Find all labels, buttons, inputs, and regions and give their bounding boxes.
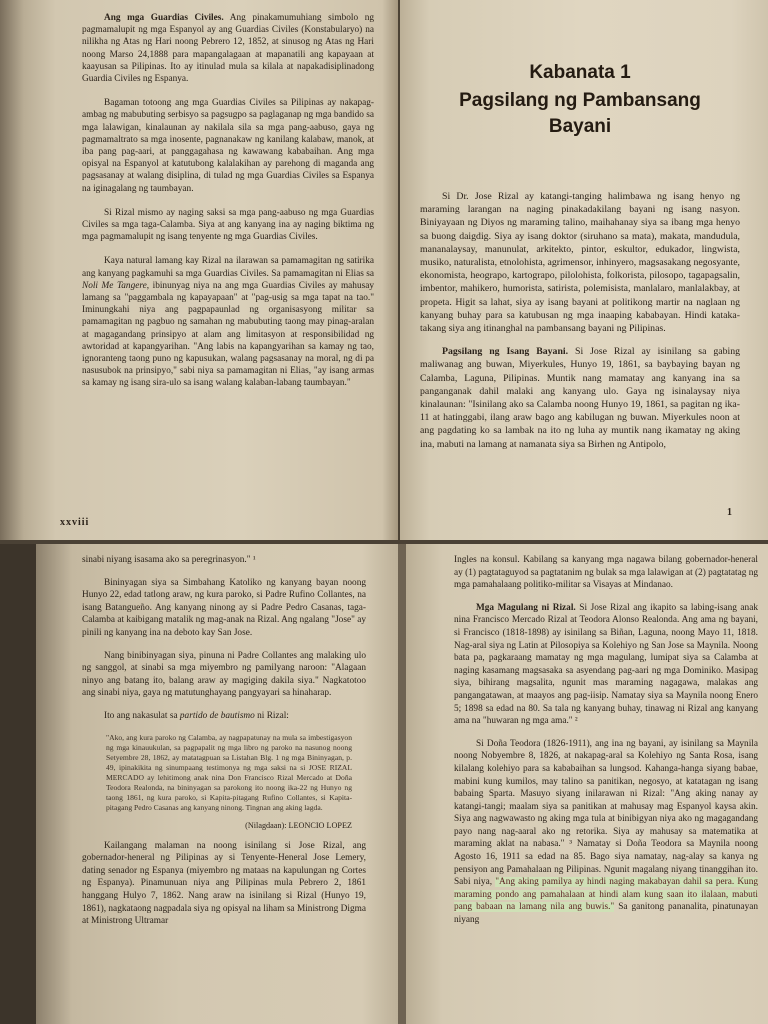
chapter-title: Pagsilang ng Pambansang Bayani (459, 90, 701, 137)
bottom-spine (398, 544, 406, 1024)
paragraph: Si Rizal mismo ay naging saksi sa mga pang-aabuso ng mga Guardias Civiles sa mga taga-Calamba. Siya at ang kanyang ina ay naging biktima ng mga pagmamalupit ng isang tenyente ng mga Guardias Civiles. (82, 207, 374, 243)
run-in-heading: Pagsilang ng Isang Bayani. (442, 346, 569, 358)
paragraph: sinabi niyang isasama ako sa peregrinasyon." ¹ (82, 555, 256, 565)
page-number: xxviii (60, 517, 90, 528)
paragraph: Bagaman totoong ang mga Guardias Civiles sa Pilipinas ay nakapag-ambag ng mabubuting serbisyo sa pagsugpo sa paglaganap ng mga bandido sa mga lalawigan, kinalaunan ay nakilala sila sa mga pang-aabuso, gaya ng pagmamaltrato sa mga inosente, pagnanakaw ng kanilang kalabaw, manok, at iba pang pag-aari, at panggagahasa ng kawawang kababaihan. Ang mga opisyal na Espanyol at katutubong kalalakihan ay parehong di maganda ang pagsasanay at walang disiplina, di tulad ng mga Guardias Civiles sa Espanya na iginagalang ng taumbayan. (82, 98, 374, 194)
paragraph-text: Kaya natural lamang kay Rizal na ilarawan sa pamamagitan ng satirika ang kanyang pagkamuhi sa mga Guardias Civiles. Sa pamamagitan ni Elias sa (82, 256, 374, 279)
paragraph: Nang binibinyagan siya, pinuna ni Padre Collantes ang malaking ulo ng sanggol, at sinabi sa mga miyembro ng pamilyang naroon: "Alagaan ninyo ang batang ito, balang araw ay magiging dakila siya." Nagkatotoo ang sinabi niya, gaya ng matutunghayang pangyayari sa hinaharap. (82, 650, 366, 699)
document-title: partido de bautismo (179, 710, 255, 721)
run-in-heading: Ang mga Guardias Civiles. (104, 13, 224, 23)
page-top-left (0, 0, 398, 540)
paragraph: Kailangang malaman na noong isinilang si Jose Rizal, ang gobernador-heneral ng Pilipinas ay si Tenyente-Heneral Jose Lemery, dating senador ng Espanya (miyembro ng mataas na kapulungan ng Cortes ng Espanya). Pinamunuan niya ang Pilipinas mula Pebrero 2, 1861 hanggang Hulyo 7, 1862. Nang araw na isinilang si Rizal (Hunyo 19, 1861), nagkataong nagpadala siya ng opisyal na liham sa Ministrong Digma at Ministrong Ultramar (82, 840, 366, 927)
paragraph-text: Si Jose Rizal ay isinilang sa gabing maliwanag ang buwan, Miyerkules, Hunyo 19, 1861, sa baybaying bayan ng Calamba, Laguna, Pilipinas. Muntik nang mamatay ang kanyang ina sa panganganak dahil malaki ang kanyang ulo. Gaya ng isinalaysay niya kinalaunan: "Isinilang ako sa Calamba noong Hunyo 19, 1861, sa pagitan ng ika-11 at hatinggabi, ilang araw bago ang kabilugan ng buwan. Miyerkules noon at ang pagdating ko sa lambak na ito ng luha ay muntik nang ikamatay ng aking ina, mabuti na lamang at namanata siya sa Birhen ng Antipolo, (420, 346, 741, 450)
paragraph (82, 12, 374, 85)
paragraph (82, 710, 366, 723)
paragraph-text: Sa ganitong pananalita, pinatunayan niyang (454, 902, 758, 926)
page-bottom-left (36, 544, 398, 1024)
chapter-label: Kabanata 1 (529, 62, 631, 83)
paragraph: Si Dr. Jose Rizal ay katangi-tanging halimbawa ng isang henyo ng maraming larangan na naging pinakadakilang bayani ng isang nasyon. Biniyayaan ng Diyos ng maraming talino, maihahanay siya sa ibang mga henyo sa buong daigdig. Siya ay isang doktor (siruhano sa mata), makata, mandudula, mananalaysay, manunulat, arkitekto, pintor, eskultor, edukador, lingwista, musiko, naturalista, etnolohista, agrimensor, inhinyero, magsasakang negosyante, ekonomista, heograpo, kartograpo, pilolohista, folkorista, pilosopo, tagapagsalin, imbentor, mahikero, humorista, satirista, polemisista, manlalaro, manlalakbay, at propeta. Higit sa lahat, siya ay isang bayani at politikong martir na naglaan ng kanyang buhay para sa katubusan ng mga inaaping kababayan. Hindi kataka-takang siya ang itinanghal na pambansang bayani ng Pilipinas. (420, 191, 740, 335)
page-bottom-right (406, 544, 768, 1024)
paragraph: Bininyagan siya sa Simbahang Katoliko ng kanyang bayan noong Hunyo 22, edad tatlong araw, ng kura paroko, si Padre Rufino Collantes, na isang Batangueño. Ang kanyang ninong ay si Padre Pedro Casanas, taga-Calamba at kaibigang matalik ng mag-anak na Rizal. Ang ngalang "Jose" ay pinili ng kanyang ina na deboto kay San Jose. (82, 577, 366, 638)
page-number: 1 (727, 507, 732, 518)
paragraph-text: Ito ang nakasulat sa (104, 710, 180, 721)
paragraph-text: Si Doña Teodora (1826-1911), ang ina ng bayani, ay isinilang sa Maynila noong Nobyembre 8, 1826, at nakapag-aral sa Kolehiyo ng Santa Rosa, isang kilalang kolehiyo para sa kababaihan sa lungsod. Kahanga-hanga siyang babae, mabini kung kumilos, may talino sa panitikan, negosyo, at katatagan ng isang babaing Sparta. Masuyo siyang inilarawan ni Rizal: "Ang aking nanay ay katangi-tangi; maalam siya sa panitikan at mahusay mag Espanyol kaysa akin. Siya ang nagwawasto ng aking mga tula at binibigyan niya ako ng magagandang payo nang nag-aaral ako ng retorika. Siya ay mahusay sa matematika at maraming aklat na nabasa." ³ Namatay si Doña Teodora sa Maynila noong Agosto 16, 1911 sa edad na 85. Bago siya namatay, nag-alay sa kanya ng pensiyon ang Pamahalaan ng Pilipinas. Ngunit magalang niyang tinanggihan ito. Sabi niya, (454, 738, 758, 888)
paragraph-text: ni Rizal: (254, 710, 289, 721)
quote-signature: (Nilagdaan): LEONCIO LOPEZ (245, 820, 352, 830)
page-top-right (400, 0, 768, 540)
baptism-record-quote: "Ako, ang kura paroko ng Calamba, ay nagpapatunay na mula sa imbestigasyon ng mga kinauukulan, sa pagpapalit ng mga libro ng paroko na nasunog noong Setyembre 28, 1862, ay matatagpuan sa Listahan Blg. 1 ng mga Bininyagan, p. 49, ipinakikita ng sinumpaang testimonya ng mga saksi na si JOSE RIZAL MERCADO ay lehitimong anak nina Don Francisco Rizal Mercado at Doña Teodora Realonda, na bininyagan sa parokong ito noong ika-22 ng Hunyo ng taong 1861, ng kura paroko, si Kapita-pitagang Rufino Collantes, si Kapita-pitagang Pedro Casanas ang kanyang ninong. Tingnan ang aking lagda. (106, 732, 352, 812)
paragraph-text: , ibinunyag niya na ang mga Guardias Civiles ay mahusay lamang sa "paggambala ng kapayapaan" at "pag-usig sa mga tapat na tao." Iminungkahi niya ang pagpapaunlad ng organisasyong militar sa pamamagitan ng pagbuo ng samahan ng mabubuting taong may pinag-aralan at magagandang prinsipyo at alam ang limitasyon at responsibilidad ng awtoridad at kapangyarihan. "Ang labis na kapangyarihan sa kamay ng tao, ignoranteng taong puno ng kapusukan, walang pagsasanay na moral, ng di pa nasusubok na prinsipyo," sabi niya sa pamamagitan ni Elias, "ay isang armas sa kamay ng isang sira-ulo sa isang walang kalaban-labang taumbayan." (82, 280, 374, 389)
background-edge (0, 544, 36, 1024)
paragraph (454, 602, 758, 728)
paragraph (82, 255, 374, 389)
book-title: Noli Me Tangere (82, 280, 147, 291)
paragraph-text: Ang pinakamumuhiang simbolo ng pagmamalupit ng mga Espanyol ay ang Guardias Civiles (Konstabularyo) na nilikha ng Atas ng Hari noong Pebrero 12, 1852, at sinusog ng Atas ng Hari noong Marso 24,1888 para mapangalagaan at mapanatili ang kapayaan at kaayusan sa Pilipinas. Ito ay itinulad mula sa kilala at napakadisiplinadong Guardia Civiles ng Espanya. (82, 13, 374, 85)
paragraph (454, 738, 758, 927)
paragraph: Ingles na konsul. Kabilang sa kanyang mga nagawa bilang gobernador-heneral ay (1) pagtataguyod sa pagtatanim ng bulak sa mga lalawigan at (2) pagtatatag ng mga pamahalaang politiko-militar sa Visayas at Mindanao. (454, 555, 758, 591)
paragraph (420, 345, 740, 451)
paragraph-text: Si Jose Rizal ang ikapito sa labing-isang anak nina Francisco Mercado Rizal at Teodora Alonso Realonda. Ang ama ng bayani, si Francisco (1818-1898) ay isinilang sa Biñan, Laguna, noong Mayo 11, 1818. Nag-aral siya ng Latin at Pilosopiya sa Kolehiyo ng San Jose sa Maynila. Noong bata pa, pagkaraang mamatay ng mga magulang, lumipat siya sa Calamba at naging kasamang magsasaka sa asyendang pag-aari ng mga Dominiko. Masipag siya, bihirang magsalita, ngunit mas maraming nagagawa, malakas ang pangangatawan, at maayos ang pag-iisip. Namatay siya sa Maynila noong Enero 5; 1898 sa edad na 80. Sa tala ng kanyang buhay, tinawag ni Rizal ang kanyang ama na "huwaran ng mga ama." ² (454, 602, 758, 727)
run-in-heading: Mga Magulang ni Rizal. (476, 602, 576, 613)
highlighted-quote: "Ang aking pamilya ay hindi naging makabayan dahil sa pera. Kung maraming pondo ang pamahalaan at hindi alam kung saan ito ilalaan, mabuti pang babaan na lamang nila ang buwis." (454, 877, 759, 913)
